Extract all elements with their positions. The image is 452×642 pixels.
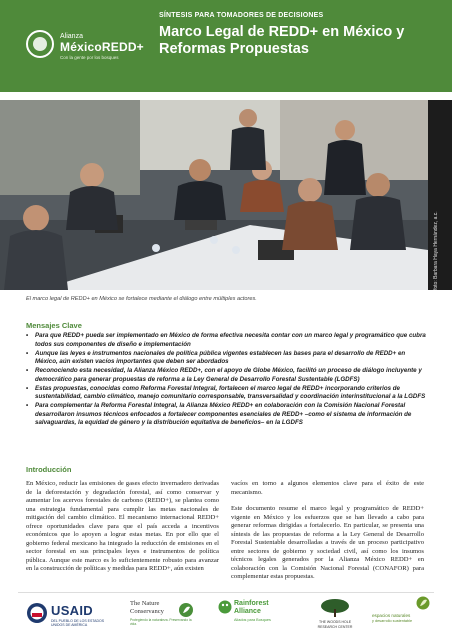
logo-tagline: Con la gente por los bosques (60, 55, 119, 60)
key-message-item: • Para complementar la Reforma Forestal Integral, la Alianza México REDD+ en colaboración con la Comisión Nacional Forestal desarrollaron insumos técnicos enfocados a fortalecer componentes esenciales de REDD+ –como el sistema de información de salvaguardas, la equidad de género y la distribución equitativa de beneficios– en la LGDFS (26, 402, 428, 428)
ra-tagline: Aliados para Bosques (234, 618, 271, 622)
key-message-item: • Para que REDD+ pueda ser implementado en México de forma efectiva necesita contar con un marco legal y programático que cubra todos sus componentes de diseño e implementación (26, 332, 428, 349)
tnc-leaf-icon (178, 602, 194, 618)
header-kicker: SÍNTESIS PARA TOMADORES DE DECISIONES (159, 12, 324, 19)
ra-wordmark-1: Rainforest (234, 600, 269, 607)
usaid-seal-icon (26, 602, 48, 624)
photo-credit: foto: Barbara Haya Hernández, a.c. (433, 211, 439, 290)
photo-caption: El marco legal de REDD+ en México se fortalece mediante el diálogo entre múltiples actores. (26, 296, 257, 302)
intro-left-column (26, 480, 219, 582)
meeting-photo-illustration (0, 100, 428, 290)
logo-alianza-text: Alianza (60, 33, 83, 40)
page-title: Marco Legal de REDD+ en México y Reformas Propuestas (159, 24, 405, 57)
tnc-wordmark-1: The Nature (130, 600, 160, 607)
rainforest-alliance-logo (216, 596, 288, 636)
key-messages-list (26, 332, 428, 428)
key-message-item: • Aunque las leyes e instrumentos nacionales de política pública vigentes establecen las bases para el desarrollo de REDD+ en México, aún existen vacíos importantes que deben ser abordados (26, 350, 428, 367)
photo-credit-strip (428, 100, 452, 290)
header-band (0, 0, 452, 92)
usaid-subtitle: DEL PUEBLO DE LOS ESTADOS UNIDOS DE AMÉRICA (51, 619, 105, 627)
partner-logos (18, 596, 434, 636)
intro-paragraph: Este documento resume el marco legal y programático de REDD+ vigente en México y los esfuerzos que se han llevado a cabo para generar reformas dirigidas a fortalecerlo. En particular, se presenta una síntesis de las propuestas de reforma a la Ley General de Desarrollo Forestal Sustentable desarrolladas a través de un proceso participativo entre sectores de gobierno y sociedad civil, así como los insumos técnicos legales generados por la Alianza México REDD+ en colaboración con la Comisión Nacional Forestal (CONAFOR) para complementar estas propuestas. (231, 505, 424, 581)
key-messages-title: Mensajes Clave (26, 321, 82, 330)
tnc-logo (130, 596, 202, 636)
usaid-logo (26, 596, 114, 636)
alianza-logo-icon (26, 30, 54, 58)
frog-icon (218, 600, 232, 614)
tree-icon (320, 598, 350, 618)
en-wordmark-1: espacios naturales (372, 613, 411, 618)
usaid-wordmark: USAID (51, 603, 93, 618)
whrc-wordmark-1: THE WOODS HOLE (318, 620, 352, 624)
footer-divider (18, 592, 434, 593)
whrc-logo (302, 596, 368, 636)
intro-right-column (231, 480, 424, 590)
espacios-naturales-logo (372, 596, 434, 636)
ra-wordmark-2: Alliance (234, 608, 261, 615)
en-wordmark-2: y desarrollo sustentable (372, 619, 413, 623)
whrc-wordmark-2: RESEARCH CENTER (317, 625, 353, 629)
intro-paragraph: vacíos en torno a algunos elementos clave para el éxito de este mecanismo. (231, 480, 424, 496)
intro-paragraph: En México, reducir las emisiones de gases efecto invernadero derivadas de la deforestación y degradación forestal, así como conservar y aumentar los acervos forestales de carbono (REDD+), se plantea como una estrategia fundamental para cumplir las metas nacionales de mitigación del cambio climático. El mecanismo internacional REDD+ ofrece oportunidades clave para que el país acceda a incentivos económicos que lo apoyen a lograr estas metas. En por ello que el gobierno federal mexicano ha integrado la reducción de emisiones en el sector forestal en sus principales leyes e instrumentos de política pública. Aunque este marco es lo suficientemente robusto para avanzar en la construcción de políticas y medidas para REDD+, aún existen (26, 480, 219, 573)
tnc-tagline: Protegiendo la naturaleza. Preservando la vida. (130, 618, 192, 626)
key-message-item: • Estas propuestas, conocidas como Reforma Forestal Integral, fortalecen el marco legal de REDD+ incorporando criterios de sustentabilidad, cambio climático, manejo comunitario corresponsable, transversalidad y coordinación interinstitucional a la LGDFS (26, 385, 428, 402)
tnc-wordmark-2: Conservancy (130, 608, 164, 615)
leaf-icon (416, 596, 430, 610)
logo-name: MéxicoREDD+ (60, 40, 144, 54)
introduction-title: Introducción (26, 465, 72, 474)
meeting-photo (0, 100, 428, 290)
key-message-item: • Reconociendo esta necesidad, la Alianza México REDD+, con el apoyo de Globe México, facilitó un proceso de diálogo incluyente y democrático para generar propuestas de reforma a la Ley General de Desarrollo Forestal Sustentable (LGDFS) (26, 367, 428, 384)
